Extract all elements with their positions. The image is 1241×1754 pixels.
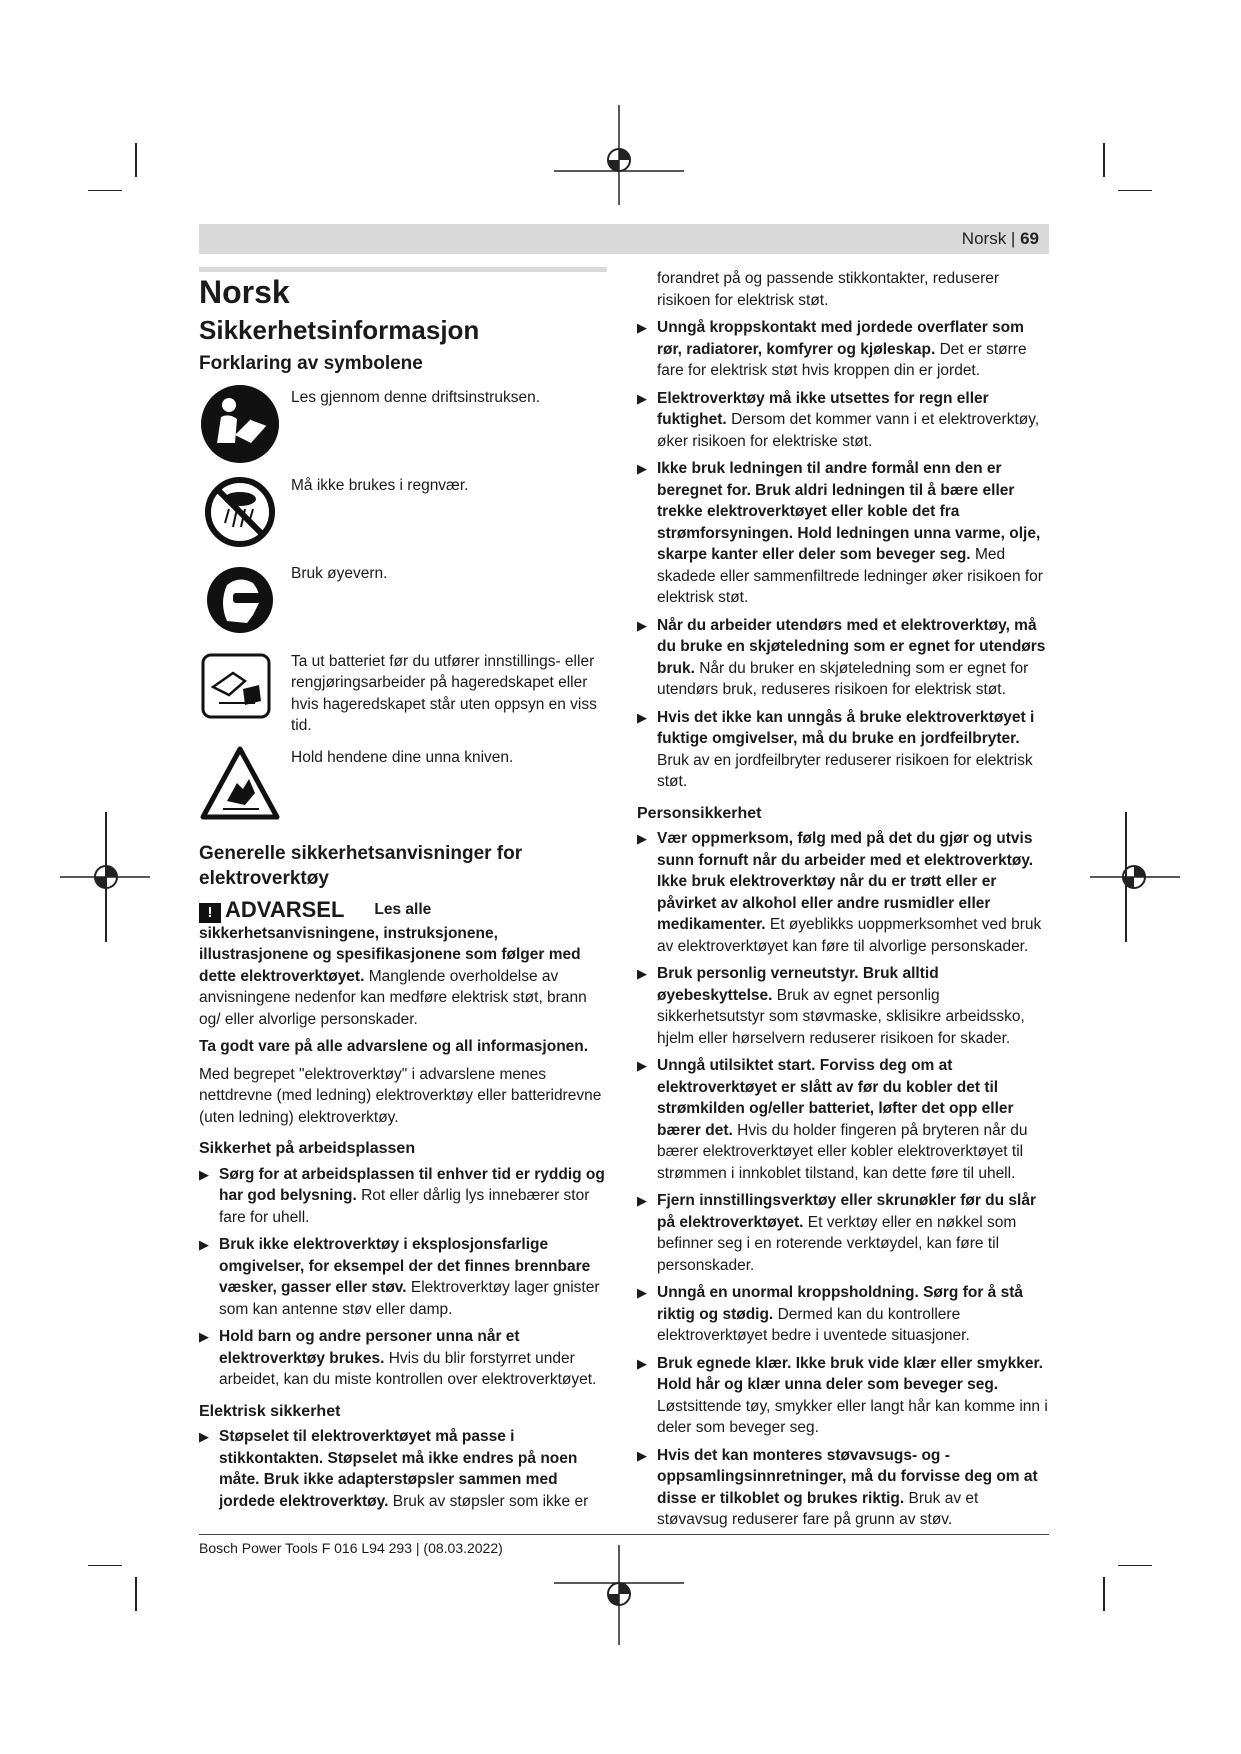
arrow-bullet-icon: ▶ [637, 709, 647, 725]
keep-hands-away-icon [199, 743, 281, 825]
symbols-heading: Forklaring av symbolene [199, 353, 423, 374]
page-footer: Bosch Power Tools F 016 L94 293 | (08.03.2022) [199, 1540, 503, 1556]
arrow-bullet-icon: ▶ [637, 1355, 647, 1371]
symbol-row: Hold hendene dine unna kniven. [199, 743, 607, 825]
arrow-bullet-icon: ▶ [637, 831, 647, 846]
arrow-bullet-icon: ▶ [637, 320, 647, 335]
crop-mark [135, 1577, 137, 1611]
crop-mark [1118, 1565, 1152, 1566]
work-area-heading: Sikkerhet på arbeidsplassen [199, 1140, 416, 1157]
arrow-bullet-icon: ▶ [637, 390, 647, 406]
section-title: Sikkerhetsinformasjon [199, 314, 480, 345]
right-column [637, 268, 1049, 1537]
no-rain-icon [199, 471, 281, 553]
symbol-row: Må ikke brukes i regnvær. [199, 471, 607, 553]
general-safety-heading: Generelle sikkerhetsanvisninger for elektroverktøy [199, 842, 523, 889]
left-column [199, 268, 607, 1518]
electric-safety-heading: Elektrisk sikkerhet [199, 1402, 341, 1420]
crop-mark [1118, 190, 1152, 191]
registration-mark-icon [554, 1545, 684, 1645]
arrow-bullet-icon: ▶ [637, 966, 647, 981]
bullet-item: ▶ Unngå utilsiktet start. Forviss deg om at elektroverktøyet er slått av før du kobler det til strømkilden og/eller batteriet, løfter det opp eller bærer det. Hvis du holder fingeren på bryteren når du bærer elektroverktøyet eller kobler elektroverktøyet til strømmen i innkoblet tilstand, kan dette føre til uhell. [637, 1057, 1028, 1182]
eye-protection-icon [199, 559, 281, 641]
bullet-item: ▶ Hold barn og andre personer unna når et elektroverktøy brukes. Hvis du blir forstyrret under arbeidet, kan du miste kontrollen over elektroverktøyet. [199, 1328, 597, 1388]
arrow-bullet-icon: ▶ [199, 1237, 209, 1252]
personal-safety-heading: Personsikkerhet [637, 804, 762, 822]
arrow-bullet-icon: ▶ [199, 1166, 209, 1182]
crop-mark [88, 1565, 122, 1566]
remove-battery-icon [199, 647, 281, 729]
crop-mark [88, 190, 122, 191]
bullet-item: ▶ Når du arbeider utendørs med et elektroverktøy, må du bruke en skjøteledning som er egnet for utendørs bruk. Når du bruker en skjøteledning som er egnet for utendørs bruk, reduseres risikoen for elektrisk støt. [637, 616, 1046, 698]
registration-mark-icon [554, 105, 684, 205]
crop-mark [135, 143, 137, 177]
arrow-bullet-icon: ▶ [637, 1285, 647, 1300]
bullet-item: ▶ Hvis det kan monteres støvavsugs- og -oppsamlingsinnretninger, må du forvisse deg om at disse er tilkoblet og brukes riktig. Bruk av et støvavsug reduserer fare på grunn av støv. [637, 1446, 1038, 1528]
arrow-bullet-icon: ▶ [637, 1193, 647, 1208]
bullet-item: ▶ Unngå kroppskontakt med jordede overflater som rør, radiatorer, komfyrer og kjøleskap. Det er større fare for elektrisk støt hvis kroppen din er jordet. [637, 319, 1027, 379]
registration-mark-icon [60, 852, 150, 902]
bullet-item: ▶ Bruk personlig verneutstyr. Bruk alltid øyebeskyttelse. Bruk av egnet personlig sikkerhetsutstyr som støvmaske, sklisikre arbeidssko, hjelm eller hørselvern reduserer risikoen for skader. [637, 965, 1025, 1047]
registration-mark-icon [1090, 852, 1180, 902]
page-title: Norsk [199, 274, 290, 310]
page-header [199, 224, 1049, 254]
warning-block: ! ADVARSEL Les alle sikkerhetsanvisningene, instruksjonene, illustrasjonene og spesifikasjonene som følger med dette elektroverktøyet. Manglende overholdelse av anvisningene nedenfor kan medføre elektrisk støt, brann og/ eller alvorlige personskader. [199, 896, 587, 1028]
symbol-row: Les gjennom denne driftsinstruksen. [199, 383, 607, 465]
warning-label: ! ADVARSEL [199, 899, 344, 923]
crop-mark [1103, 1577, 1105, 1611]
arrow-bullet-icon: ▶ [637, 617, 647, 633]
arrow-bullet-icon: ▶ [199, 1329, 209, 1344]
bullet-item: ▶ Unngå en unormal kroppsholdning. Sørg for å stå riktig og stødig. Dermed kan du kontrollere elektroverktøyet bedre i uventede situasjoner. [637, 1284, 1023, 1344]
bullet-item: ▶ Støpselet til elektroverktøyet må passe i stikkontakten. Støpselet må ikke endres på noen måte. Bruk ikke adapterstøpsler sammen med jordede elektroverktøy. Bruk av støpsler som ikke er [199, 1428, 589, 1510]
bullet-item: ▶ Hvis det ikke kan unngås å bruke elektroverktøyet i fuktige omgivelser, må du bruke en jordfeilbryter. Bruk av en jordfeilbryter reduserer risikoen for elektrisk støt. [637, 708, 1035, 790]
read-manual-icon [199, 383, 281, 465]
warning-icon: ! [199, 903, 221, 923]
arrow-bullet-icon: ▶ [637, 1058, 647, 1073]
keep-all-note: Ta godt vare på alle advarslene og all informasjonen. [199, 1038, 589, 1055]
bullet-item: ▶ Fjern innstillingsverktøy eller skrunøkler før du slår på elektroverktøyet. Et verktøy eller en nøkkel som befinner seg i en roterende verktøydel, kan føre til personskader. [637, 1192, 1037, 1274]
footer-rule [199, 1534, 1049, 1535]
symbol-row: Ta ut batteriet før du utfører innstillings- eller rengjøringsarbeider på hageredskapet eller hvis hageredskapet står uten oppsyn en viss tid. [199, 647, 607, 737]
bullet-item: ▶ Bruk egnede klær. Ikke bruk vide klær eller smykker. Hold hår og klær unna deler som beveger seg. Løstsittende tøy, smykker eller langt hår kan komme inn i deler som beveger seg. [637, 1354, 1048, 1436]
arrow-bullet-icon: ▶ [637, 1447, 647, 1463]
bullet-item: ▶ Vær oppmerksom, følg med på det du gjør og utvis sunn fornuft når du arbeider med et elektroverktøy. Ikke bruk elektroverktøy når du er trøtt eller er påvirket av alkohol eller andre rusmidler eller medikamenter. Et øyeblikks uoppmerksomhet ved bruk av elektroverktøyet kan føre til alvorlige personskader. [637, 830, 1042, 955]
bullet-item: ▶ Ikke bruk ledningen til andre formål enn den er beregnet for. Bruk aldri ledningen til å bære eller trekke elektroverktøyet eller koble det fra strømforsyningen. Hold ledningen unna varme, olje, skarpe kanter eller deler som beveger seg. Med skadede eller sammenfiltrede ledninger øker risikoen for elektrisk støt. [637, 460, 1043, 606]
bullet-item: ▶ Elektroverktøy må ikke utsettes for regn eller fuktighet. Dersom det kommer vann i et elektroverktøy, øker risikoen for elektriske støt. [637, 389, 1040, 450]
crop-mark [1103, 143, 1105, 177]
definition-text: Med begrepet "elektroverktøy" i advarslene menes nettdrevne (med ledning) elektroverktøy eller batteridrevne (uten ledning) elektroverktøy. [199, 1065, 602, 1126]
bullet-item: ▶ Bruk ikke elektroverktøy i eksplosjonsfarlige omgivelser, for eksempel der det finnes brennbare væsker, gasser eller støv. Elektroverktøy lager gnister som kan antenne støv eller damp. [199, 1236, 600, 1318]
bullet-item: ▶ Sørg for at arbeidsplassen til enhver tid er ryddig og har god belysning. Rot eller dårlig lys innebærer stor fare for uhell. [199, 1165, 605, 1226]
arrow-bullet-icon: ▶ [199, 1429, 209, 1444]
arrow-bullet-icon: ▶ [637, 461, 647, 476]
symbol-row: Bruk øyevern. [199, 559, 607, 641]
continuation-text: forandret på og passende stikkontakter, reduserer risikoen for elektrisk støt. [657, 270, 1000, 309]
page-number: Norsk | 69 [961, 229, 1039, 248]
